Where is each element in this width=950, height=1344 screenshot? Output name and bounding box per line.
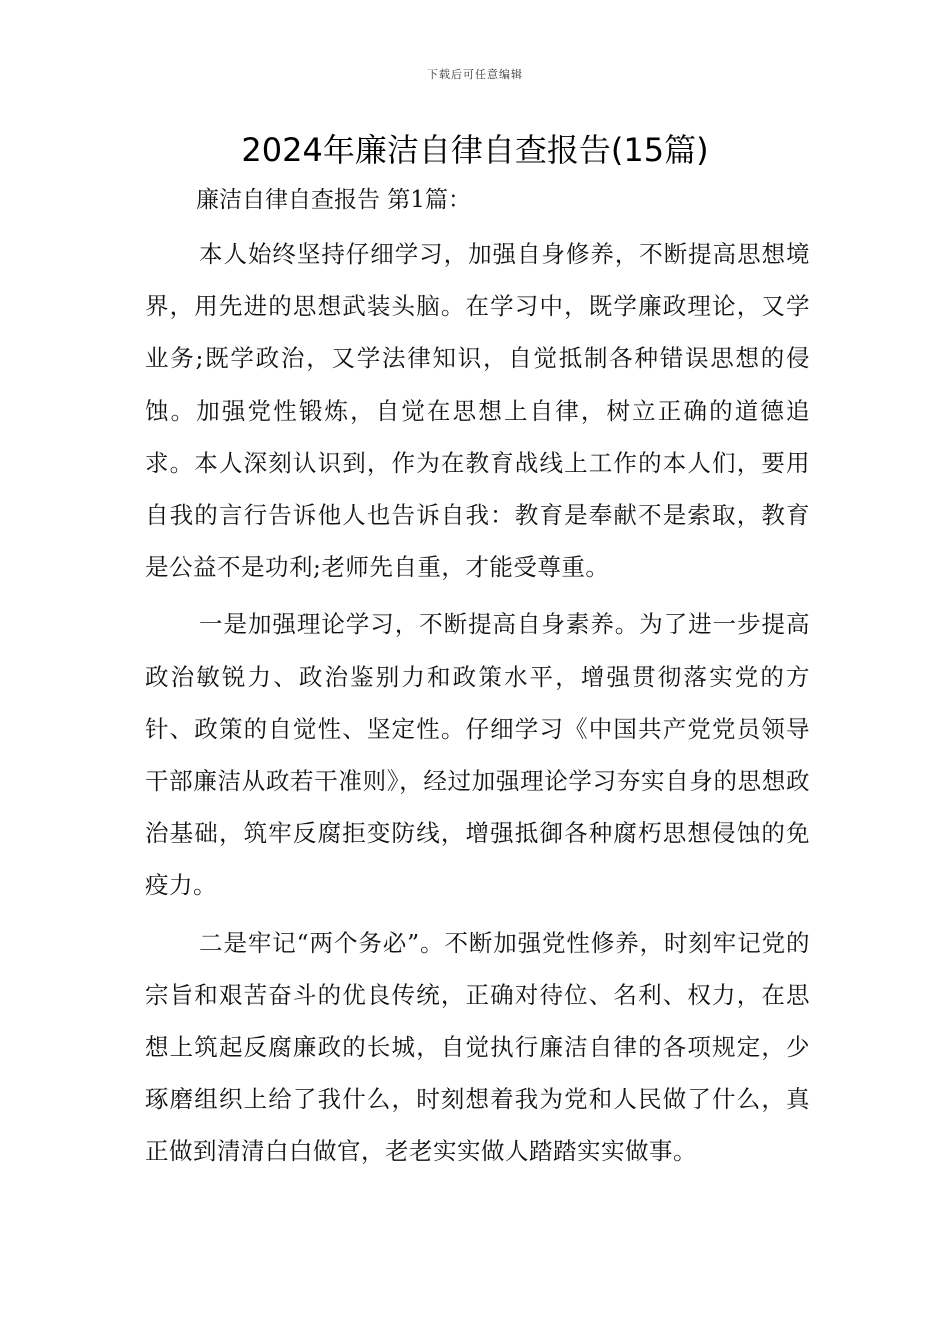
paragraph-3: 二是牢记“两个务必”。不断加强党性修养，时刻牢记党的宗旨和艰苦奋斗的优良传统，正确对待位、名利、权力，在思想上筑起反腐廉政的长城，自觉执行廉洁自律的各项规定，少琢磨组织上给了我什么，时刻想着我为党和人民做了什么，真正做到清清白白做官，老老实实做人踏踏实实做事。: [145, 928, 810, 1166]
document-body: [145, 228, 810, 1183]
paragraph-2: 一是加强理论学习，不断提高自身素养。为了进一步提高政治敏锐力、政治鉴别力和政策水平，增强贯彻落实党的方针、政策的自觉性、坚定性。仔细学习《中国共产党党员领导干部廉洁从政若干准则》，经过加强理论学习夯实自身的思想政治基础，筑牢反腐拒变防线，增强抵御各种腐朽思想侵蚀的免疫力。: [145, 610, 810, 900]
section-heading: 廉洁自律自查报告 第1篇：: [196, 187, 471, 213]
header-note: 下载后可任意编辑: [427, 68, 523, 81]
document-title: 2024年廉洁自律自查报告(15篇): [241, 131, 709, 169]
paragraph-1: 本人始终坚持仔细学习，加强自身修养，不断提高思想境界，用先进的思想武装头脑。在学习中，既学廉政理论，又学业务;既学政治，又学法律知识，自觉抵制各种错误思想的侵蚀。加强党性锻炼，自觉在思想上自律，树立正确的道德追求。本人深刻认识到，作为在教育战线上工作的本人们，要用自我的言行告诉他人也告诉自我：教育是奉献不是索取，教育是公益不是功利;老师先自重，才能受尊重。: [145, 240, 810, 582]
